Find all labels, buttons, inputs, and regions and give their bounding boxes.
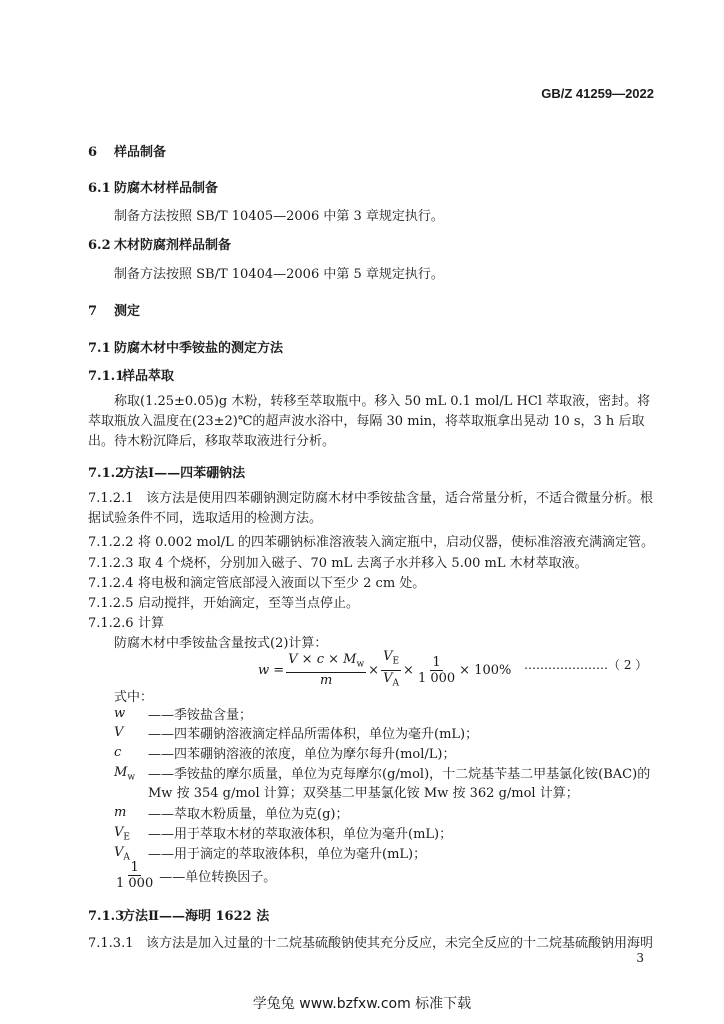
section-number: 7.1 (88, 341, 111, 356)
var-description: ——萃取木粉质量，单位为克(g)； (148, 807, 349, 822)
clause-7-1-2-1 (88, 489, 663, 529)
footer-watermark: 学兔兔 www.bzfxw.com 标准下载 (252, 996, 472, 1012)
var-description: ——用于滴定的萃取液体积，单位为毫升(mL)； (148, 847, 427, 862)
formula-lhs: w = (258, 662, 285, 678)
section-7-1-1-text: 称取(1.25±0.05)g 木粉，转移至萃取瓶中。移入 50 mL 0.1 mol/L HCl 萃取液，密封。将萃取瓶放入温度在(23±2)℃的超声波水浴中，每隔 30 min，将萃取瓶拿出晃动 10 s，3 h 后取出。待木粉沉降后，移取萃取液进行分析。 (88, 394, 651, 449)
subscript: w (356, 659, 365, 670)
section-title: 方法Ⅰ——四苯硼钠法 (122, 466, 246, 481)
clause-number: 7.1.3.1 (88, 936, 134, 951)
section-6-heading (88, 141, 166, 160)
section-6-2-heading (88, 234, 231, 253)
times-sign: × (368, 662, 380, 678)
formula-fraction-1 (286, 652, 366, 689)
fraction-numerator: V (383, 649, 393, 664)
clause-text: 取 4 个烧杯，分别加入磁子、70 mL 去离子水并移入 5.00 mL 木材萃取液。 (138, 556, 588, 571)
section-title: 防腐木材样品制备 (114, 181, 219, 196)
clause-number: 7.1.2.6 (88, 616, 134, 631)
section-number: 7 (88, 304, 98, 319)
section-7-1-3-heading (88, 905, 269, 924)
section-7-1-1-heading (88, 365, 174, 384)
equation-number: …………………（ 2 ） (524, 658, 648, 672)
clause-text: 将电极和滴定管底部浸入液面以下至少 2 cm 处。 (138, 576, 426, 591)
section-6-1-heading (88, 177, 218, 196)
var-symbol: V (114, 725, 124, 740)
section-number: 6 (88, 145, 98, 160)
clause-number: 7.1.2.3 (88, 556, 134, 571)
fraction-denominator: 1 000 (417, 670, 456, 686)
fraction-numerator: 1 (432, 654, 441, 670)
section-7-heading (88, 300, 140, 319)
section-number: 6.1 (88, 181, 111, 196)
var-symbol: $V_A$ (114, 845, 130, 863)
section-number: 7.1.1 (88, 369, 125, 384)
var-symbol: $V_E$ (114, 825, 130, 843)
var-symbol: m (114, 805, 127, 820)
section-title: 样品萃取 (122, 369, 175, 384)
clause-number: 7.1.2.2 (88, 535, 134, 550)
section-title: 方法Ⅱ——海明 1622 法 (122, 909, 270, 924)
var-description: ——季铵盐的摩尔质量，单位为克每摩尔(g/mol)，十二烷基苄基二甲基氯化铵(BAC)的 Mw 按 354 g/mol 计算；双癸基二甲基氯化铵 Mw 按 362 g/mol 计算； (148, 767, 651, 801)
clause-7-1-2-6 (88, 612, 164, 631)
section-6-2-text: 制备方法按照 SB/T 10404—2006 中第 5 章规定执行。 (114, 267, 444, 282)
section-7-1-2-heading (88, 462, 245, 481)
formula-tail: × 100% (459, 662, 512, 678)
var-description: ——四苯硼钠溶液的浓度，单位为摩尔每升(mol/L)； (148, 747, 456, 762)
unit-fraction (114, 860, 155, 891)
clause-text: 该方法是加入过量的十二烷基硫酸钠使其充分反应，未完全反应的十二烷基硫酸钠用海明 (146, 936, 654, 951)
subscript: A (392, 678, 399, 689)
formula-fraction-3 (416, 655, 457, 686)
section-number: 7.1.3 (88, 909, 125, 924)
fraction-numerator: V × c × M (288, 651, 357, 667)
fraction-numerator: 1 (130, 860, 139, 875)
clause-7-1-2-4 (88, 572, 425, 591)
clause-7-1-2-2 (88, 531, 654, 550)
clause-text: 将 0.002 mol/L 的四苯硼钠标准溶液装入滴定瓶中，启动仪器，使标准溶液充满滴定管。 (138, 535, 654, 550)
var-description: ——单位转换因子。 (159, 870, 277, 885)
clause-number: 7.1.2.5 (88, 596, 134, 611)
subscript: E (392, 656, 400, 667)
clause-text: 启动搅拌，开始滴定，至等当点停止。 (138, 596, 360, 611)
fraction-denominator: m (320, 673, 333, 689)
section-title: 防腐木材中季铵盐的测定方法 (114, 341, 284, 356)
document-id: GB/Z 41259—2022 (541, 86, 654, 101)
clause-7-1-2-5 (88, 592, 359, 611)
formula-2 (258, 649, 511, 691)
fraction-denominator: V (383, 670, 393, 686)
clause-text: 计算 (138, 616, 165, 631)
section-title: 木材防腐剂样品制备 (114, 238, 232, 253)
fraction-denominator: 1 000 (116, 876, 154, 891)
where-label: 式中： (114, 690, 154, 705)
clause-text: 该方法是使用四苯硼钠测定防腐木材中季铵盐含量，适合常量分析，不适合微量分析。根据试验条件不同，选取适用的检测方法。 (88, 491, 654, 526)
section-6-1-text: 制备方法按照 SB/T 10405—2006 中第 3 章规定执行。 (114, 209, 444, 224)
var-description: ——用于萃取木材的萃取液体积，单位为毫升(mL)； (148, 827, 453, 842)
var-description: ——四苯硼钠溶液滴定样品所需体积，单位为毫升(mL)； (148, 727, 479, 742)
var-symbol: w (114, 706, 126, 721)
page-number: 3 (636, 951, 644, 965)
var-symbol: c (114, 745, 122, 760)
section-title: 样品制备 (114, 145, 167, 160)
section-title: 测定 (114, 304, 141, 319)
clause-7-1-3-1 (88, 932, 653, 951)
section-7-1-heading (88, 337, 283, 356)
section-number: 6.2 (88, 238, 111, 253)
calc-intro: 防腐木材中季铵盐含量按式(2)计算： (114, 636, 328, 651)
clause-7-1-2-3 (88, 552, 588, 571)
clause-number: 7.1.2.1 (88, 491, 134, 506)
times-sign: × (403, 662, 414, 678)
formula-fraction-2 (381, 649, 401, 691)
clause-number: 7.1.2.4 (88, 576, 134, 591)
var-description: ——季铵盐含量； (148, 708, 253, 723)
section-number: 7.1.2 (88, 466, 125, 481)
var-symbol: $M_w$ (114, 765, 136, 783)
unit-factor-definition (112, 860, 276, 891)
